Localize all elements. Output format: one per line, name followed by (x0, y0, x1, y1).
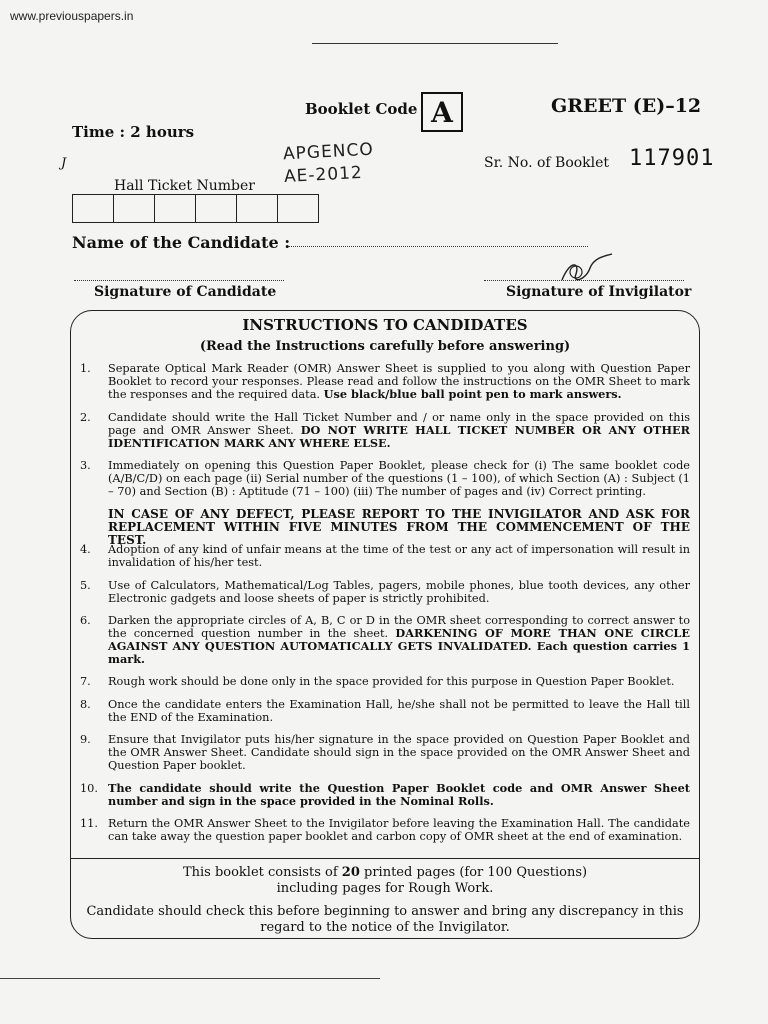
hall-ticket-box[interactable] (237, 195, 278, 222)
candidate-signature-field[interactable] (74, 280, 284, 281)
instruction-text: Ensure that Invigilator puts his/her signature in the space provided on Question Paper Booklet and the OMR Answer Sheet. Candidate should sign in the space provided on the OMR Answer Sheet and Question Paper booklet. (108, 733, 690, 772)
candidate-name-field[interactable] (288, 246, 588, 247)
instruction-text: Use of Calculators, Mathematical/Log Tables, pagers, mobile phones, blue tooth devices, any other Electronic gadgets and loose sheets of paper is strictly prohibited. (108, 579, 690, 605)
instruction-number: 5. (80, 579, 91, 592)
serial-number-label: Sr. No. of Booklet (484, 155, 610, 171)
top-rule (312, 43, 558, 44)
candidate-signature-label: Signature of Candidate (94, 284, 277, 300)
instruction-number: 8. (80, 698, 91, 711)
hall-ticket-box[interactable] (196, 195, 237, 222)
instruction-text: Immediately on opening this Question Paper Booklet, please check for (i) The same booklet code (A/B/C/D) on each page (ii) Serial number of the questions (1 – 100), of which Section (A) : Subject (1 – 70) and Section (B) : Aptitude (71 – 100) (iii) The number of pages and (iv) Correct printing. (108, 459, 690, 498)
hall-ticket-label: Hall Ticket Number (114, 178, 255, 194)
candidate-name-label: Name of the Candidate : (72, 233, 291, 252)
defect-notice: IN CASE OF ANY DEFECT, PLEASE REPORT TO THE INVIGILATOR AND ASK FOR REPLACEMENT WITHIN FIVE MINUTES FROM THE COMMENCEMENT OF THE TEST. (108, 507, 690, 547)
serial-number: 117901 (629, 146, 715, 171)
instruction-text: The candidate should write the Question Paper Booklet code and OMR Answer Sheet number and sign in the space provided in the Nominal Rolls. (108, 781, 690, 808)
invigilator-signature-scribble (556, 250, 616, 290)
discrepancy-notice: Candidate should check this before beginning to answer and bring any discrepancy in this regard to the notice of the Invigilator. (86, 904, 684, 935)
invigilator-signature-label: Signature of Invigilator (506, 284, 692, 300)
instruction-number: 6. (80, 614, 91, 627)
hall-ticket-box[interactable] (278, 195, 318, 222)
hall-ticket-boxes[interactable] (72, 194, 319, 223)
exam-code: GREET (E)–12 (551, 95, 702, 117)
instruction-number: 7. (80, 675, 91, 688)
instruction-text: Return the OMR Answer Sheet to the Invigilator before leaving the Examination Hall. The candidate can take away the question paper booklet and carbon copy of OMR sheet at the end of examination. (108, 817, 690, 843)
bottom-rule (0, 978, 380, 979)
hall-ticket-box[interactable] (73, 195, 114, 222)
page-count-notice: This booklet consists of 20 printed pages (for 100 Questions) including pages for Rough Work. (182, 865, 588, 896)
exam-duration: Time : 2 hours (72, 123, 195, 141)
instruction-number: 11. (80, 817, 98, 830)
handwritten-note-exam: AE-2012 (283, 162, 364, 188)
instruction-text: Separate Optical Mark Reader (OMR) Answer Sheet is supplied to you along with Question Paper Booklet to record your responses. Please read and follow the instructions on the OMR Sheet to mark the responses and the required data. Use black/blue ball point pen to mark answers. (108, 362, 690, 401)
instruction-number: 3. (80, 459, 91, 472)
booklet-code-box: A (421, 92, 463, 132)
instruction-number: 2. (80, 411, 91, 424)
instruction-text: Candidate should write the Hall Ticket Number and / or name only in the space provided on this page and OMR Answer Sheet. DO NOT WRITE HALL TICKET NUMBER OR ANY OTHER IDENTIFICATION MARK ANY WHERE ELSE. (108, 411, 690, 450)
instruction-number: 10. (80, 782, 98, 795)
instruction-number: 4. (80, 543, 91, 556)
instructions-subtitle: (Read the Instructions carefully before answering) (199, 339, 571, 354)
instructions-divider (70, 858, 700, 859)
handwritten-note-org: APGENCO (282, 139, 375, 165)
website-url: www.previouspapers.in (10, 9, 134, 23)
booklet-code-label: Booklet Code (305, 100, 418, 118)
hall-ticket-box[interactable] (114, 195, 155, 222)
hall-ticket-box[interactable] (155, 195, 196, 222)
instructions-title: INSTRUCTIONS TO CANDIDATES (242, 316, 528, 334)
instruction-number: 1. (80, 362, 91, 375)
margin-mark: J (61, 156, 67, 171)
instruction-text: Rough work should be done only in the space provided for this purpose in Question Paper Booklet. (108, 675, 675, 688)
instruction-text: Once the candidate enters the Examination Hall, he/she shall not be permitted to leave the Hall till the END of the Examination. (108, 698, 690, 724)
instruction-text: Adoption of any kind of unfair means at the time of the test or any act of impersonation will result in invalidation of his/her test. (108, 543, 690, 569)
instruction-number: 9. (80, 733, 91, 746)
instruction-text: Darken the appropriate circles of A, B, C or D in the OMR sheet corresponding to correct answer to the concerned question number in the sheet. DARKENING OF MORE THAN ONE CIRCLE AGAINST ANY QUESTION AUTOMATICALLY GETS INVALIDATED. Each question carries 1 mark. (108, 614, 690, 666)
